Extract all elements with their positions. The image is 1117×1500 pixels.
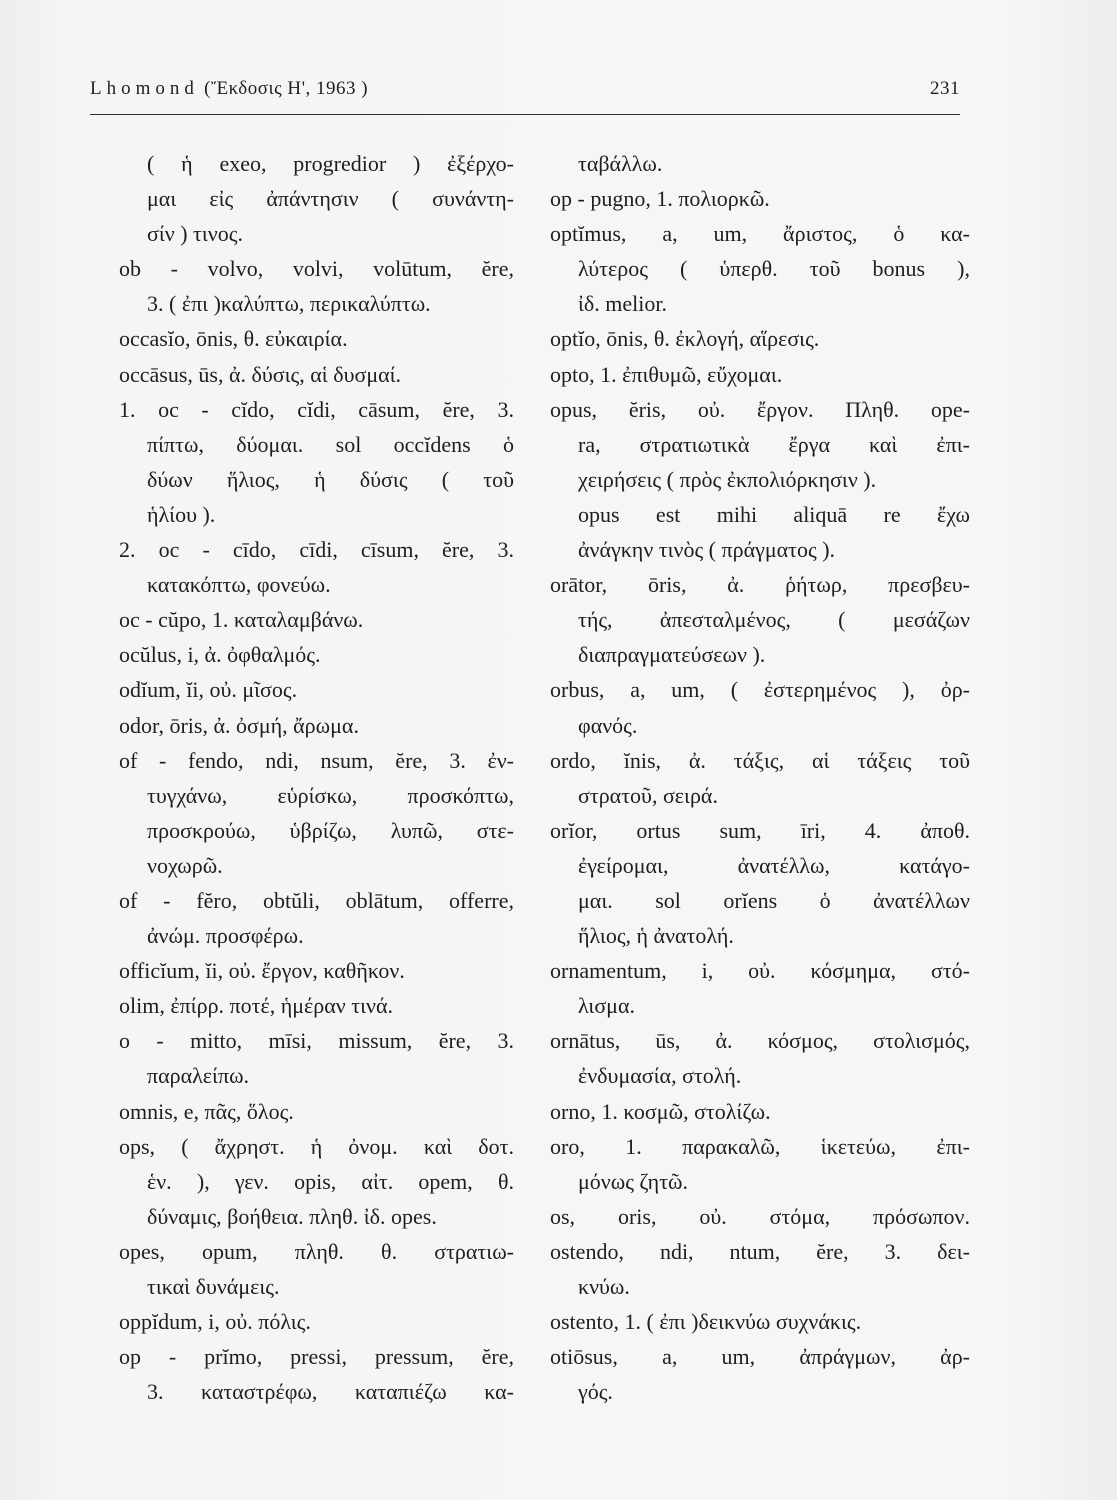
entry-line: ἀνώμ. προσφέρω. xyxy=(147,923,304,949)
running-header xyxy=(90,78,960,108)
entry-line: ἥλιος, ἡ ἀνατολή. xyxy=(578,923,734,949)
entry-line: o - mitto, mīsi, missum, ĕre, 3. xyxy=(119,1028,514,1054)
entry-line: κατακόπτω, φονεύω. xyxy=(147,572,331,598)
header-rule xyxy=(90,114,960,115)
entry-line: opes, opum, πληθ. θ. στρατιω- xyxy=(119,1238,514,1264)
entry-line: of - fendo, ndi, nsum, ĕre, 3. ἐν- xyxy=(119,747,514,773)
entry-line: opto, 1. ἐπιθυμῶ, εὔχομαι. xyxy=(550,361,783,387)
entry-line: τυγχάνω, εὑρίσκω, προσκόπτω, xyxy=(147,782,514,808)
entry-line: ( ἡ exeo, progredior ) ἐξέρχο- xyxy=(147,151,514,176)
entry-line: στρατοῦ, σειρά. xyxy=(578,782,718,808)
entry-line: occāsus, ūs, ἀ. δύσις, αἱ δυσμαί. xyxy=(119,361,402,387)
entry-line: 2. oc - cīdo, cīdi, cīsum, ĕre, 3. xyxy=(119,537,514,563)
entry-line: ἑν. ), γεν. opis, αἰτ. opem, θ. xyxy=(147,1168,514,1194)
entry-line: κνύω. xyxy=(578,1274,630,1299)
entry-line: oc - cŭpo, 1. καταλαμβάνω. xyxy=(119,607,364,633)
entry-line: ταβάλλω. xyxy=(578,151,663,176)
entry-line: δύναμις, βοήθεια. πληθ. ἰδ. opes. xyxy=(147,1203,437,1229)
entry-line: ra, στρατιωτικὰ ἔργα καὶ ἐπι- xyxy=(578,431,970,457)
entry-line: odor, ōris, ἀ. ὀσμή, ἄρωμα. xyxy=(119,712,359,738)
entry-line: διαπραγματεύσεων ). xyxy=(578,642,766,668)
entry-line: μαι εἰς ἀπάντησιν ( συνάντη- xyxy=(147,186,514,212)
entry-line: opus, ĕris, οὐ. ἔργον. Πληθ. ope- xyxy=(550,396,970,422)
entry-line: νοχωρῶ. xyxy=(147,852,223,878)
entry-line: δύων ἥλιος, ἡ δύσις ( τοῦ xyxy=(147,466,514,492)
entry-line: παραλείπω. xyxy=(147,1063,250,1089)
entry-line: ἀνάγκην τινὸς ( πράγματος ). xyxy=(578,537,836,563)
entry-line: τικαὶ δυνάμεις. xyxy=(147,1274,280,1299)
entry-line: φανός. xyxy=(578,712,638,738)
entry-line: oro, 1. παρακαλῶ, ἱκετεύω, ἐπι- xyxy=(550,1133,970,1159)
entry-line: ostento, 1. ( ἐπι )δεικνύω συχνάκις. xyxy=(550,1309,862,1335)
entry-line: 1. oc - cĭdo, cĭdi, cāsum, ĕre, 3. xyxy=(119,396,514,422)
entry-line: op - prĭmo, pressi, pressum, ĕre, xyxy=(119,1344,514,1370)
entry-line: μαι. sol orĭens ὁ ἀνατέλλων xyxy=(578,887,970,913)
entry-line: odĭum, ĭi, οὐ. μῖσος. xyxy=(119,677,298,703)
entry-line: of - fĕro, obtŭli, oblātum, offerre, xyxy=(119,887,514,913)
entry-line: πίπτω, δύομαι. sol occĭdens ὁ xyxy=(147,431,514,457)
entry-line: orbus, a, um, ( ἐστερημένος ), ὀρ- xyxy=(550,677,970,703)
left-column xyxy=(119,146,514,1409)
header-author: Lhomond xyxy=(90,78,199,99)
entry-line: ornātus, ūs, ἀ. κόσμος, στολισμός, xyxy=(550,1028,970,1054)
entry-line: os, oris, οὐ. στόμα, πρόσωπον. xyxy=(550,1203,970,1229)
entry-line: ordo, ĭnis, ἀ. τάξις, αἱ τάξεις τοῦ xyxy=(550,747,970,773)
entry-line: ocŭlus, i, ἀ. ὀφθαλμός. xyxy=(119,642,321,668)
entry-line: oppĭdum, i, οὐ. πόλις. xyxy=(119,1309,311,1335)
entry-line: σίν ) τινος. xyxy=(147,221,243,247)
entry-line: optĭo, ōnis, θ. ἐκλογή, αἵρεσις. xyxy=(550,326,820,352)
entry-line: ob - volvo, volvi, volūtum, ĕre, xyxy=(119,256,514,282)
entry-line: otiōsus, a, um, ἀπράγμων, ἀρ- xyxy=(550,1344,970,1370)
entry-line: orno, 1. κοσμῶ, στολίζω. xyxy=(550,1098,771,1124)
entry-line: ἐγείρομαι, ἀνατέλλω, κατάγο- xyxy=(578,852,970,878)
entry-line: officĭum, ĭi, οὐ. ἔργον, καθῆκον. xyxy=(119,958,405,984)
entry-line: ἰδ. melior. xyxy=(578,291,667,317)
entry-line: orĭor, ortus sum, īri, 4. ἀποθ. xyxy=(550,817,970,843)
entry-line: ἐνδυμασία, στολή. xyxy=(578,1063,742,1089)
entry-line: γός. xyxy=(578,1379,613,1405)
entry-line: λισμα. xyxy=(578,993,635,1019)
page-number: 231 xyxy=(930,78,960,99)
entry-line: τής, ἀπεσταλμένος, ( μεσάζων xyxy=(578,607,970,633)
entry-line: op - pugno, 1. πολιορκῶ. xyxy=(550,186,770,212)
entry-line: 3. καταστρέφω, καταπιέζω κα- xyxy=(147,1379,514,1405)
entry-line: orātor, ōris, ἀ. ῥήτωρ, πρεσβευ- xyxy=(550,572,970,598)
entry-line: ἡλίου ). xyxy=(147,501,216,527)
entry-line: λύτερος ( ὑπερθ. τοῦ bonus ), xyxy=(578,256,970,282)
entry-line: olim, ἐπίρρ. ποτέ, ἡμέραν τινά. xyxy=(119,993,393,1019)
entry-line: ops, ( ἄχρηστ. ἡ ὀνομ. καὶ δοτ. xyxy=(119,1133,514,1159)
entry-line: 3. ( ἐπι )καλύπτω, περικαλύπτω. xyxy=(147,291,431,317)
entry-line: occasĭo, ōnis, θ. εὐκαιρία. xyxy=(119,326,348,352)
entry-line: opus est mihi aliquā re ἔχω xyxy=(578,501,970,527)
right-column xyxy=(550,146,970,1409)
entry-line: omnis, e, πᾶς, ὅλος. xyxy=(119,1098,294,1124)
header-left xyxy=(90,78,368,100)
entry-line: optĭmus, a, um, ἄριστος, ὁ κα- xyxy=(550,221,970,247)
entry-line: προσκρούω, ὑβρίζω, λυπῶ, στε- xyxy=(147,817,514,843)
entry-line: ornamentum, i, οὐ. κόσμημα, στό- xyxy=(550,958,970,984)
entry-line: χειρήσεις ( πρὸς ἐκπολιόρκησιν ). xyxy=(578,466,877,492)
header-edition: (Ἔκδοσις Η', 1963 ) xyxy=(204,78,369,99)
entry-line: ostendo, ndi, ntum, ĕre, 3. δει- xyxy=(550,1238,970,1264)
entry-line: μόνως ζητῶ. xyxy=(578,1168,689,1194)
